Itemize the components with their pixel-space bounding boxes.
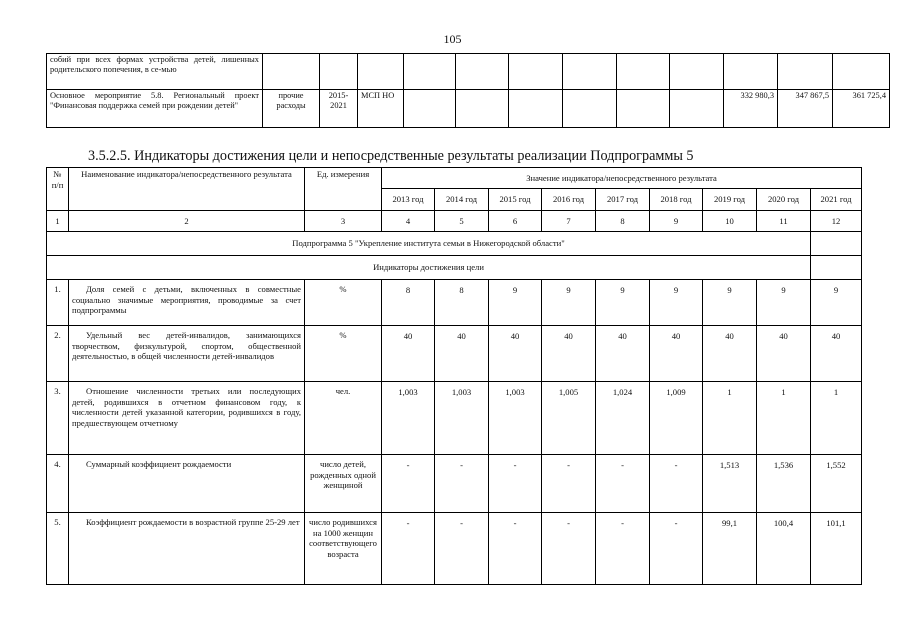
column-header-name: Наименование индикатора/непосредственного результата xyxy=(69,168,305,211)
indicator-value: - xyxy=(650,513,703,585)
indicator-value: - xyxy=(382,455,435,513)
funding-value xyxy=(724,54,778,90)
column-number: 3 xyxy=(305,211,382,232)
table-row xyxy=(47,90,890,128)
funding-value: 361 725,4 xyxy=(833,90,890,128)
column-header-values: Значение индикатора/непосредственного результата xyxy=(382,168,862,189)
indicator-unit: число родившихся на 1000 женщин соответствующего возраста xyxy=(305,513,382,585)
indicator-name xyxy=(69,455,305,513)
indicators-group-row xyxy=(47,256,862,280)
table-row xyxy=(47,326,862,382)
indicator-value: - xyxy=(435,455,489,513)
indicator-value: 1,003 xyxy=(489,382,542,455)
indicator-name xyxy=(69,326,305,382)
funding-value xyxy=(670,90,724,128)
indicator-value: 40 xyxy=(650,326,703,382)
column-number: 2 xyxy=(69,211,305,232)
indicator-value: 1 xyxy=(757,382,811,455)
indicator-value: - xyxy=(542,513,596,585)
activity-name: Основное мероприятие 5.8. Региональный проект "Финансовая поддержка семей при рождении детей" xyxy=(47,90,263,128)
row-number: 4. xyxy=(47,455,69,513)
indicator-value: 1,513 xyxy=(703,455,757,513)
indicator-value: 40 xyxy=(542,326,596,382)
indicator-name-text: Суммарный коэффициент рождаемости xyxy=(86,459,232,469)
year-header: 2016 год xyxy=(542,189,596,211)
funding-value xyxy=(509,54,563,90)
funding-value xyxy=(563,54,617,90)
column-header-unit: Ед. измерения xyxy=(305,168,382,211)
column-number: 1 xyxy=(47,211,69,232)
indicators-table xyxy=(46,167,862,585)
column-number: 12 xyxy=(811,211,862,232)
indicator-value: 1,552 xyxy=(811,455,862,513)
funding-value xyxy=(456,90,509,128)
indicators-group-title: Индикаторы достижения цели xyxy=(47,256,811,280)
indicator-value: 1,009 xyxy=(650,382,703,455)
year-header: 2020 год xyxy=(757,189,811,211)
indicator-name xyxy=(69,382,305,455)
expense-type xyxy=(263,54,320,90)
indicator-value: - xyxy=(650,455,703,513)
expense-type: прочие расходы xyxy=(263,90,320,128)
indicator-value: 1,003 xyxy=(382,382,435,455)
column-number: 7 xyxy=(542,211,596,232)
indicator-unit: % xyxy=(305,280,382,326)
indicator-unit: чел. xyxy=(305,382,382,455)
row-number: 1. xyxy=(47,280,69,326)
funding-value xyxy=(617,54,670,90)
indicator-unit: число детей, рожденных одной женщиной xyxy=(305,455,382,513)
table-cell xyxy=(811,232,862,256)
table-row xyxy=(47,382,862,455)
indicator-value: 40 xyxy=(811,326,862,382)
indicator-value: - xyxy=(435,513,489,585)
funding-value xyxy=(670,54,724,90)
indicator-value: 40 xyxy=(757,326,811,382)
indicator-value: 40 xyxy=(703,326,757,382)
indicator-name-text: Коэффициент рождаемости в возрастной группе 25-29 лет xyxy=(86,517,300,527)
indicator-value: 1,024 xyxy=(596,382,650,455)
indicator-value: 9 xyxy=(757,280,811,326)
indicator-value: 9 xyxy=(489,280,542,326)
indicator-name-text: Удельный вес детей-инвалидов, занимающихся творчеством, физкультурой, спортом, общественной деятельностью, в общей численности детей-инвалидов xyxy=(72,330,301,362)
funding-value xyxy=(509,90,563,128)
funding-value xyxy=(456,54,509,90)
indicator-value: - xyxy=(542,455,596,513)
indicator-name xyxy=(69,513,305,585)
indicator-value: 1 xyxy=(703,382,757,455)
table-cell xyxy=(404,54,456,90)
column-number: 8 xyxy=(596,211,650,232)
funding-value: 332 980,3 xyxy=(724,90,778,128)
indicator-value: 9 xyxy=(650,280,703,326)
budget-continuation-table xyxy=(46,53,890,128)
indicator-name-text: Доля семей с детьми, включенных в совместные социально значимые мероприятия, проводимые за счет подпрограммы xyxy=(72,284,301,316)
table-row xyxy=(47,280,862,326)
indicator-value: 40 xyxy=(596,326,650,382)
period: 2015-2021 xyxy=(320,90,358,128)
row-number: 3. xyxy=(47,382,69,455)
indicator-value: 9 xyxy=(811,280,862,326)
indicator-value: 9 xyxy=(703,280,757,326)
funding-value xyxy=(833,54,890,90)
indicator-value: 8 xyxy=(435,280,489,326)
column-number: 10 xyxy=(703,211,757,232)
indicator-name-text: Отношение численности третьих или последующих детей, родившихся в отчетном финансовом году, к численности детей указанной категории, родившихся в году, предшествующем отчетному xyxy=(72,386,301,428)
column-number: 5 xyxy=(435,211,489,232)
indicator-value: - xyxy=(489,513,542,585)
indicator-value: 99,1 xyxy=(703,513,757,585)
column-number: 11 xyxy=(757,211,811,232)
year-header: 2013 год xyxy=(382,189,435,211)
subprogram-row xyxy=(47,232,862,256)
column-number: 6 xyxy=(489,211,542,232)
year-header: 2017 год xyxy=(596,189,650,211)
funding-value xyxy=(563,90,617,128)
table-cell xyxy=(404,90,456,128)
column-numbers-row xyxy=(47,211,862,232)
year-header: 2018 год xyxy=(650,189,703,211)
indicator-value: 1 xyxy=(811,382,862,455)
column-number: 4 xyxy=(382,211,435,232)
indicator-value: 8 xyxy=(382,280,435,326)
header-row xyxy=(47,168,862,189)
year-header: 2015 год xyxy=(489,189,542,211)
indicator-value: 1,003 xyxy=(435,382,489,455)
year-header: 2021 год xyxy=(811,189,862,211)
table-cell xyxy=(811,256,862,280)
subprogram-title: Подпрограмма 5 "Укрепление института семьи в Нижегородской области" xyxy=(47,232,811,256)
page-number: 105 xyxy=(443,32,462,46)
funding-value: 347 867,5 xyxy=(778,90,833,128)
table-row xyxy=(47,513,862,585)
activity-name: собий при всех формах устройства детей, лишенных родительского попечения, в се-мью xyxy=(47,54,263,90)
indicator-value: 101,1 xyxy=(811,513,862,585)
column-header-number: № п/п xyxy=(47,168,69,211)
indicator-value: 100,4 xyxy=(757,513,811,585)
section-heading: 3.5.2.5. Индикаторы достижения цели и непосредственные результаты реализации Подпрограммы 5 xyxy=(88,148,694,164)
indicator-value: 9 xyxy=(542,280,596,326)
indicator-name xyxy=(69,280,305,326)
indicator-value: 1,536 xyxy=(757,455,811,513)
table-row xyxy=(47,54,890,90)
indicator-value: 1,005 xyxy=(542,382,596,455)
indicator-value: - xyxy=(489,455,542,513)
funding-value xyxy=(617,90,670,128)
table-row xyxy=(47,455,862,513)
indicator-value: - xyxy=(382,513,435,585)
indicator-value: 40 xyxy=(489,326,542,382)
indicator-value: 9 xyxy=(596,280,650,326)
indicator-unit: % xyxy=(305,326,382,382)
indicator-value: 40 xyxy=(435,326,489,382)
funding-value xyxy=(778,54,833,90)
row-number: 5. xyxy=(47,513,69,585)
period xyxy=(320,54,358,90)
year-header: 2019 год xyxy=(703,189,757,211)
executor: МСП НО xyxy=(358,90,404,128)
indicator-value: - xyxy=(596,455,650,513)
indicator-value: 40 xyxy=(382,326,435,382)
row-number: 2. xyxy=(47,326,69,382)
indicator-value: - xyxy=(596,513,650,585)
year-header: 2014 год xyxy=(435,189,489,211)
executor xyxy=(358,54,404,90)
column-number: 9 xyxy=(650,211,703,232)
